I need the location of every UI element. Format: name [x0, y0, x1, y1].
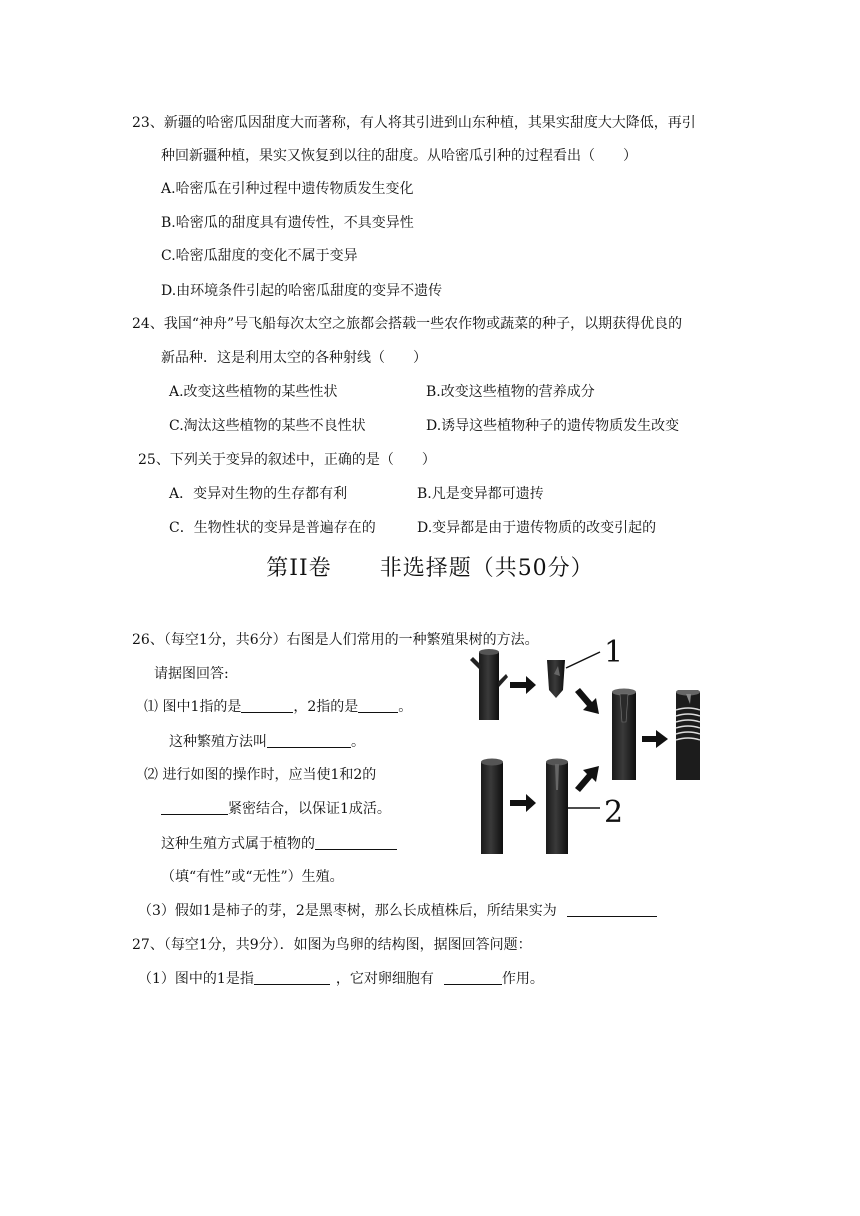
q25-option-c: C．生物性状的变异是普遍存在的: [169, 520, 376, 536]
q26-sub2-line1: ⑵ 进行如图的操作时，应当使1和2的: [144, 767, 377, 783]
q26-sub1-text-d: 这种繁殖方法叫: [169, 734, 267, 750]
section-name: 非选择题（共50分）: [379, 556, 594, 581]
q27-sub1-text-a: （1）图中的1是指: [138, 971, 254, 987]
q26-sub2-text-c: 这种生殖方式属于植物的: [161, 836, 315, 852]
q25-option-d: D.变异都是由于遗传物质的改变引起的: [417, 520, 657, 536]
rootstock: [481, 759, 503, 855]
grafted-stock: [612, 689, 636, 781]
q24-stem-line2: 新品种．这是利用太空的各种射线（ ）: [161, 350, 427, 366]
q26-sub2-line2: [161, 799, 391, 819]
q26-sub1-text-e: 。: [351, 734, 365, 750]
q26-sub1-text-a: ⑴ 图中1指的是: [144, 699, 242, 715]
answer-blank-2[interactable]: [358, 698, 398, 713]
answer-blank-7[interactable]: [254, 970, 330, 985]
bud-cutting: [547, 660, 565, 698]
q24-option-b: B.改变这些植物的营养成分: [426, 384, 595, 400]
q26-sub2-line4: （填“有性”或“无性”）生殖。: [161, 869, 344, 885]
grafting-figure: [462, 630, 642, 858]
arrow-2: [575, 688, 599, 714]
arrow-4: [575, 766, 599, 792]
q23-stem-line2: 种回新疆种植，果实又恢复到以往的甜度。从哈密瓜引种的过程看出（ ）: [161, 148, 637, 164]
q24-option-d: D.诱导这些植物种子的遗传物质发生改变: [426, 418, 680, 434]
answer-blank-8[interactable]: [444, 970, 502, 985]
q25-stem: 25、下列关于变异的叙述中，正确的是（ ）: [138, 452, 436, 468]
q27-sub1-text-c: 作用。: [501, 971, 544, 987]
answer-blank-1[interactable]: [241, 698, 293, 713]
q26-sub3-text: （3）假如1是柿子的芽，2是黑枣树，那么长成植株后，所结果实为: [138, 903, 557, 919]
q26-sub2-text-b: 紧密结合，以保证1成活。: [228, 801, 391, 817]
section-part: 第II卷: [266, 556, 332, 581]
q26-sub3: [138, 901, 657, 921]
q26-sub1-line1: [144, 697, 412, 717]
arrow-3: [510, 794, 536, 812]
grafting-diagram: [462, 630, 642, 858]
answer-blank-3[interactable]: [267, 733, 351, 748]
cut-rootstock: [546, 759, 568, 855]
q27-sub1: [138, 969, 544, 989]
q23-option-c: C.哈密瓜甜度的变化不属于变异: [161, 248, 358, 264]
label-1: 1: [604, 635, 624, 670]
q24-stem-line1: 24、我国“神舟”号飞船每次太空之旅都会搭载一些农作物或蔬菜的种子，以期获得优良的: [132, 316, 683, 332]
q23-stem-line1: 23、新疆的哈密瓜因甜度大而著称，有人将其引进到山东种植，其果实甜度大大降低，再引: [132, 115, 696, 131]
q26-sub1-text-c: 。: [398, 699, 413, 715]
arrow-1: [510, 676, 536, 694]
scion-branch: [470, 649, 508, 720]
q25-option-b: B.凡是变异都可遗抟: [417, 486, 544, 502]
q26-sub2-line3: [161, 834, 397, 854]
q27-sub1-text-b: ，它对卵细胞有: [335, 971, 434, 987]
bound-graft-figure: [642, 690, 702, 790]
label-2: 2: [604, 795, 624, 830]
label-1-pointer: [566, 652, 600, 668]
q24-option-c: C.淘汰这些植物的某些不良性状: [169, 418, 366, 434]
q26-stem: 26、（每空1分，共6分）右图是人们常用的一种繁殖果树的方法。: [132, 632, 539, 648]
q23-option-b: B.哈密瓜的甜度具有遗传性，不具变异性: [161, 215, 414, 231]
section-title: [0, 551, 860, 582]
q24-option-a: A.改变这些植物的某些性状: [169, 384, 338, 400]
q25-option-a: A．变异对生物的生存都有利: [169, 486, 348, 502]
q26-sub1-text-b: ，2指的是: [293, 699, 359, 715]
q23-option-d: D.由环境条件引起的哈密瓜甜度的变异不遗传: [161, 283, 443, 299]
answer-blank-5[interactable]: [315, 835, 397, 850]
bound-graft: [642, 690, 702, 790]
q27-stem: 27、（每空1分，共9分）．如图为鸟卵的结构图，据图回答问题：: [132, 937, 532, 953]
q26-prompt: 请据图回答:: [154, 666, 229, 682]
q23-option-a: A.哈密瓜在引种过程中遗传物质发生变化: [161, 181, 414, 197]
q26-sub1-line2: [169, 732, 365, 752]
answer-blank-6[interactable]: [567, 902, 657, 917]
answer-blank-4[interactable]: [161, 800, 228, 815]
arrow-5: [642, 730, 668, 748]
